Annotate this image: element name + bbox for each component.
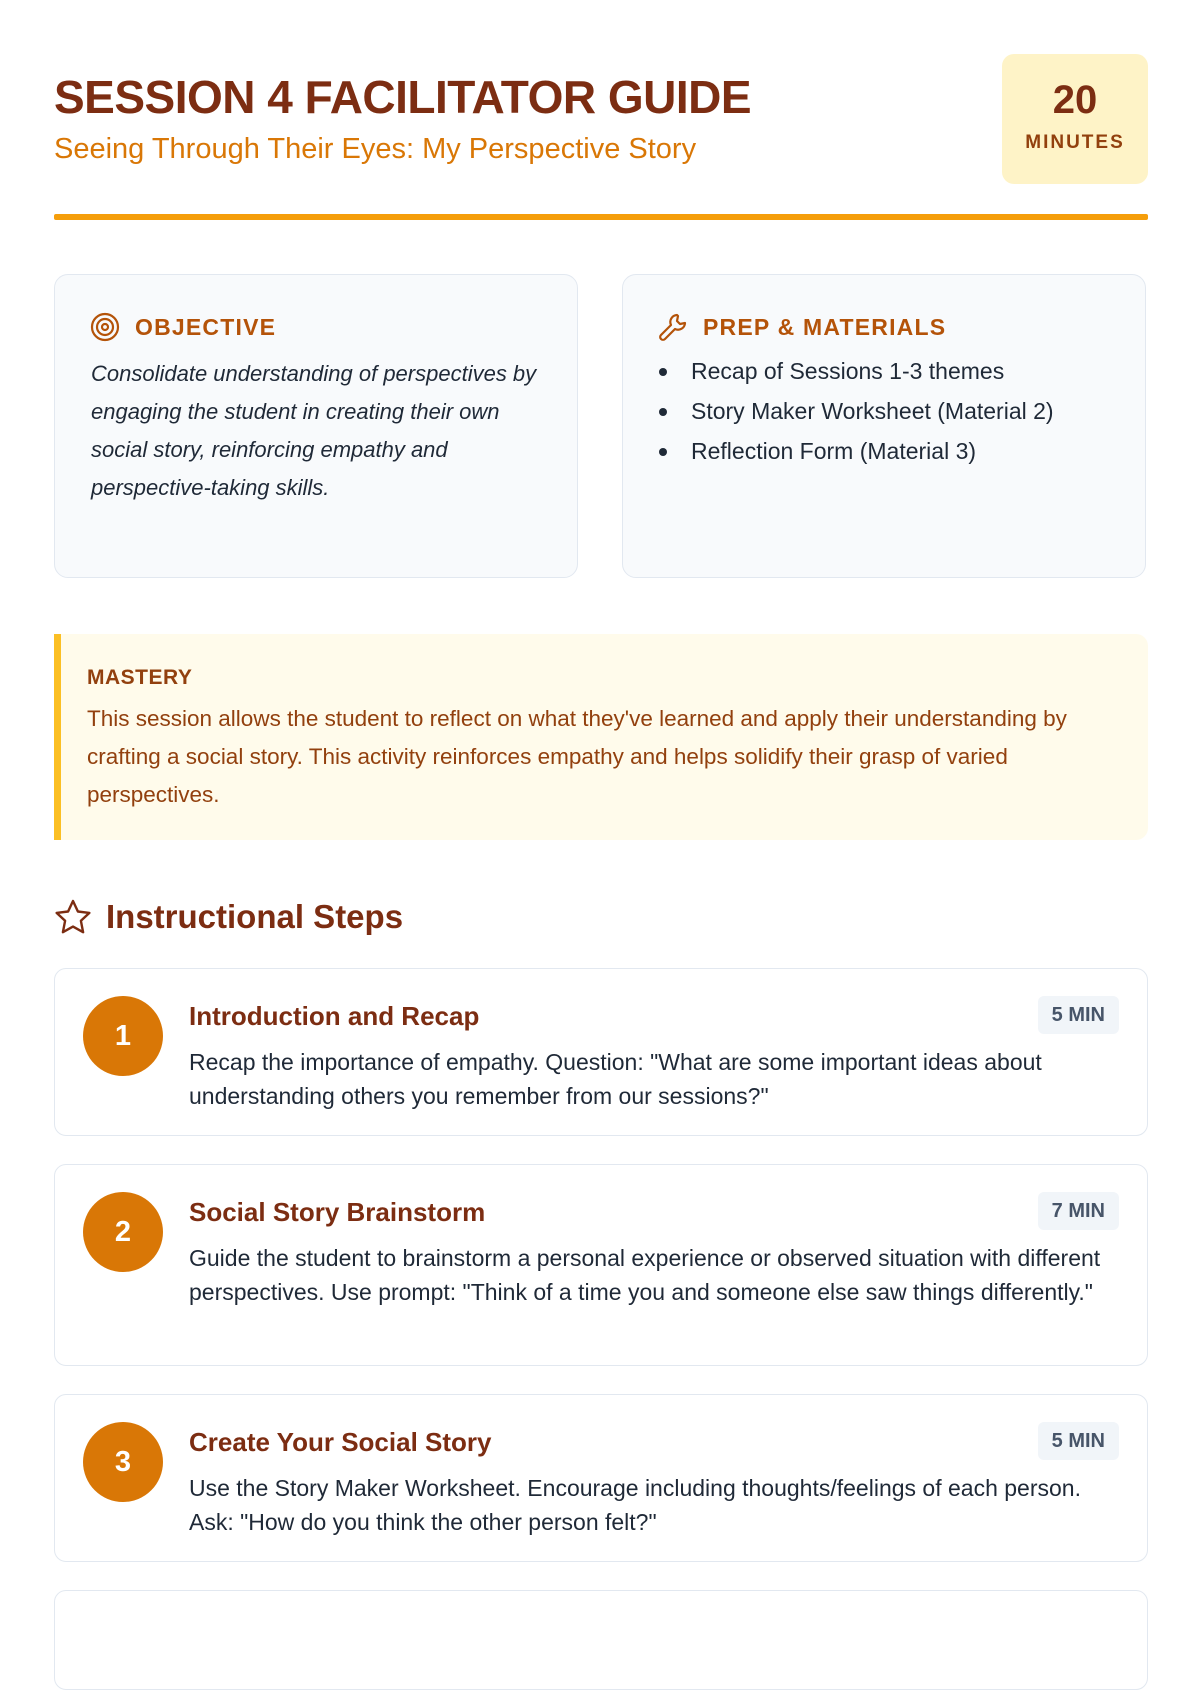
step-number: 3	[83, 1422, 163, 1502]
materials-label: PREP & MATERIALS	[703, 313, 947, 340]
star-icon	[54, 898, 92, 936]
steps-title: Instructional Steps	[106, 898, 404, 935]
step-description: Use the Story Maker Worksheet. Encourage including thoughts/feelings of each person. Ask: "How do you think the other person felt?"	[189, 1475, 1081, 1535]
step-time: 7 MIN	[1038, 1192, 1119, 1230]
mastery-text: This session allows the student to reflect on what they've learned and apply their understanding by crafting a social story. This activity reinforces empathy and helps solidify their grasp of varied perspectives.	[87, 706, 1067, 807]
objective-text: Consolidate understanding of perspectives by engaging the student in creating their own social story, reinforcing empathy and perspective-taking skills.	[91, 361, 537, 500]
duration-value: 20	[1052, 78, 1098, 122]
steps-heading	[54, 896, 403, 938]
step-card	[54, 1164, 1148, 1366]
duration-unit: MINUTES	[1025, 132, 1125, 153]
objective-card	[54, 274, 578, 578]
mastery-label: MASTERY	[87, 666, 193, 689]
step-card	[54, 1394, 1148, 1562]
materials-list	[657, 351, 1054, 471]
step-card	[54, 968, 1148, 1136]
materials-header	[657, 311, 946, 343]
step-number: 1	[83, 996, 163, 1076]
target-icon	[89, 311, 121, 343]
materials-item: Recap of Sessions 1-3 themes	[657, 351, 1054, 391]
step-title: Introduction and Recap	[189, 1001, 480, 1031]
wrench-icon	[657, 311, 689, 343]
materials-item: Reflection Form (Material 3)	[657, 431, 1054, 471]
objective-header	[89, 311, 276, 343]
page-subtitle: Seeing Through Their Eyes: My Perspective Story	[54, 133, 697, 165]
duration-badge	[1002, 54, 1148, 184]
objective-label: OBJECTIVE	[135, 313, 277, 340]
page-title: SESSION 4 FACILITATOR GUIDE	[54, 71, 752, 123]
page-header	[54, 52, 1148, 188]
header-divider	[54, 214, 1148, 220]
step-card-partial	[54, 1590, 1148, 1690]
step-time: 5 MIN	[1038, 996, 1119, 1034]
materials-item: Story Maker Worksheet (Material 2)	[657, 391, 1054, 431]
mastery-callout	[54, 634, 1148, 840]
step-description: Guide the student to brainstorm a personal experience or observed situation with different perspectives. Use prompt: "Think of a time you and someone else saw things differently."	[189, 1245, 1101, 1305]
step-title: Social Story Brainstorm	[189, 1197, 486, 1227]
step-number: 2	[83, 1192, 163, 1272]
step-time: 5 MIN	[1038, 1422, 1119, 1460]
materials-card	[622, 274, 1146, 578]
step-description: Recap the importance of empathy. Question: "What are some important ideas about understanding others you remember from our sessions?"	[189, 1049, 1042, 1109]
step-title: Create Your Social Story	[189, 1427, 492, 1457]
